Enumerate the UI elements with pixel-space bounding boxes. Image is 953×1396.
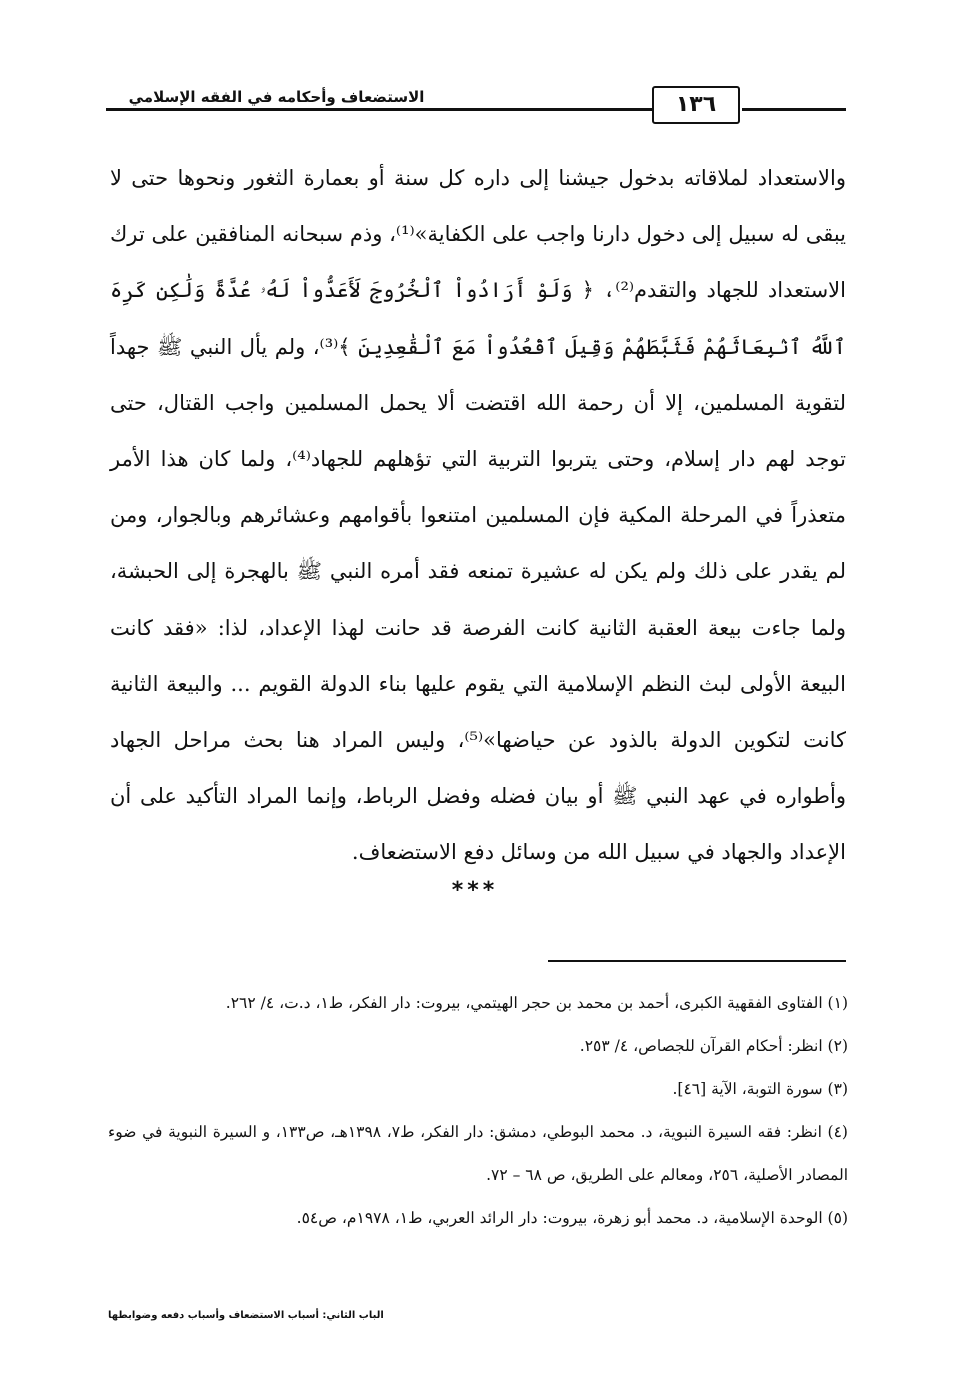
footnote-2: (٢) انظر: أحكام القرآن للجصاص، ٤/ ٢٥٣. xyxy=(579,1037,848,1055)
page-number: ١٣٦ xyxy=(675,92,717,117)
header-rule-left xyxy=(106,108,652,111)
running-title: الاستضعاف وأحكامه في الفقه الإسلامي xyxy=(106,88,447,106)
body-paragraph: والاستعداد لملاقاته بدخول جيشنا إلى داره كل سنة أو بعمارة الثغور ونحوها حتى لا يبقى له سبيل إلى دخول دارنا واجب على الكفاية»⁽¹⁾، وذم سبحانه المنافقين على ترك الاستعداد للجهاد والتقدم⁽²⁾، ﴿ وَلَوْ أَرَادُواْ ٱلْخُرُوجَ لَأَعَدُّواْ لَهُۥ عُدَّةً وَلَٰكِن كَرِهَ ٱللَّهُ ٱنۢبِعَاثَهُمْ فَثَبَّطَهُمْ وَقِيلَ ٱقْعُدُواْ مَعَ ٱلْقَٰعِدِينَ ﴾⁽³⁾، ولم يأل النبي ﷺ جهداً لتقوية المسلمين، إلا أن رحمة الله اقتضت ألا يحمل المسلمين واجب القتال، حتى توجد لهم دار إسلام، وحتى يتربوا التربية التي تؤهلهم للجهاد⁽⁴⁾، ولما كان هذا الأمر متعذراً في المرحلة المكية فإن المسلمين امتنعوا بأقوامهم وعشائرهم وبالجوار، ومن لم يقدر على ذلك ولم يكن له عشيرة تمنعه فقد أمره النبي ﷺ بالهجرة إلى الحبشة، ولما جاءت بيعة العقبة الثانية كانت الفرصة قد حانت لهذا الإعداد، لذا: «فقد كانت البيعة الأولى لبث النظم الإسلامية التي يقوم عليها بناء الدولة القويم ... والبيعة الثانية كانت لتكوين الدولة بالذود عن حياضها»⁽⁵⁾، وليس المراد هنا بحث مراحل الجهاد وأطواره في عهد النبي ﷺ أو بيان فضله وفضل الرباط، وإنما المراد التأكيد على أن الإعداد والجهاد في سبيل الله من وسائل دفع الاستضعاف. xyxy=(110,166,847,865)
main-text xyxy=(110,150,846,881)
footnote-3: (٣) سورة التوبة، الآية [٤٦]. xyxy=(672,1080,848,1098)
page-number-box xyxy=(652,86,740,124)
page-header xyxy=(106,82,846,132)
footnote-5: (٥) الوحدة الإسلامية، د. محمد أبو زهرة، بيروت: دار الرائد العربي، ط١، ١٩٧٨م، ص٥٤. xyxy=(296,1209,848,1227)
chapter-footer: الباب الثاني: أسباب الاستضعاف وأسباب دفعه وضوابطها xyxy=(108,1310,384,1321)
section-separator: *** xyxy=(451,878,499,903)
footnote-4: (٤) انظر: فقه السيرة النبوية، د. محمد البوطي، دمشق: دار الفكر، ط٧، ١٣٩٨هـ، ص١٣٣، و السيرة النبوية في ضوء المصادر الأصلية، ٢٥٦، ومعالم على الطريق، ص ٦٨ – ٧٢. xyxy=(108,1123,848,1184)
footnote-1: (١) الفتاوى الفقهية الكبرى، أحمد بن محمد بن حجر الهيتمي، بيروت: دار الفكر، ط١، د.ت، ٤/ ٢٦٢. xyxy=(225,994,848,1012)
header-rule-right xyxy=(742,108,846,111)
footnotes xyxy=(108,982,848,1240)
footnote-divider xyxy=(548,960,846,962)
